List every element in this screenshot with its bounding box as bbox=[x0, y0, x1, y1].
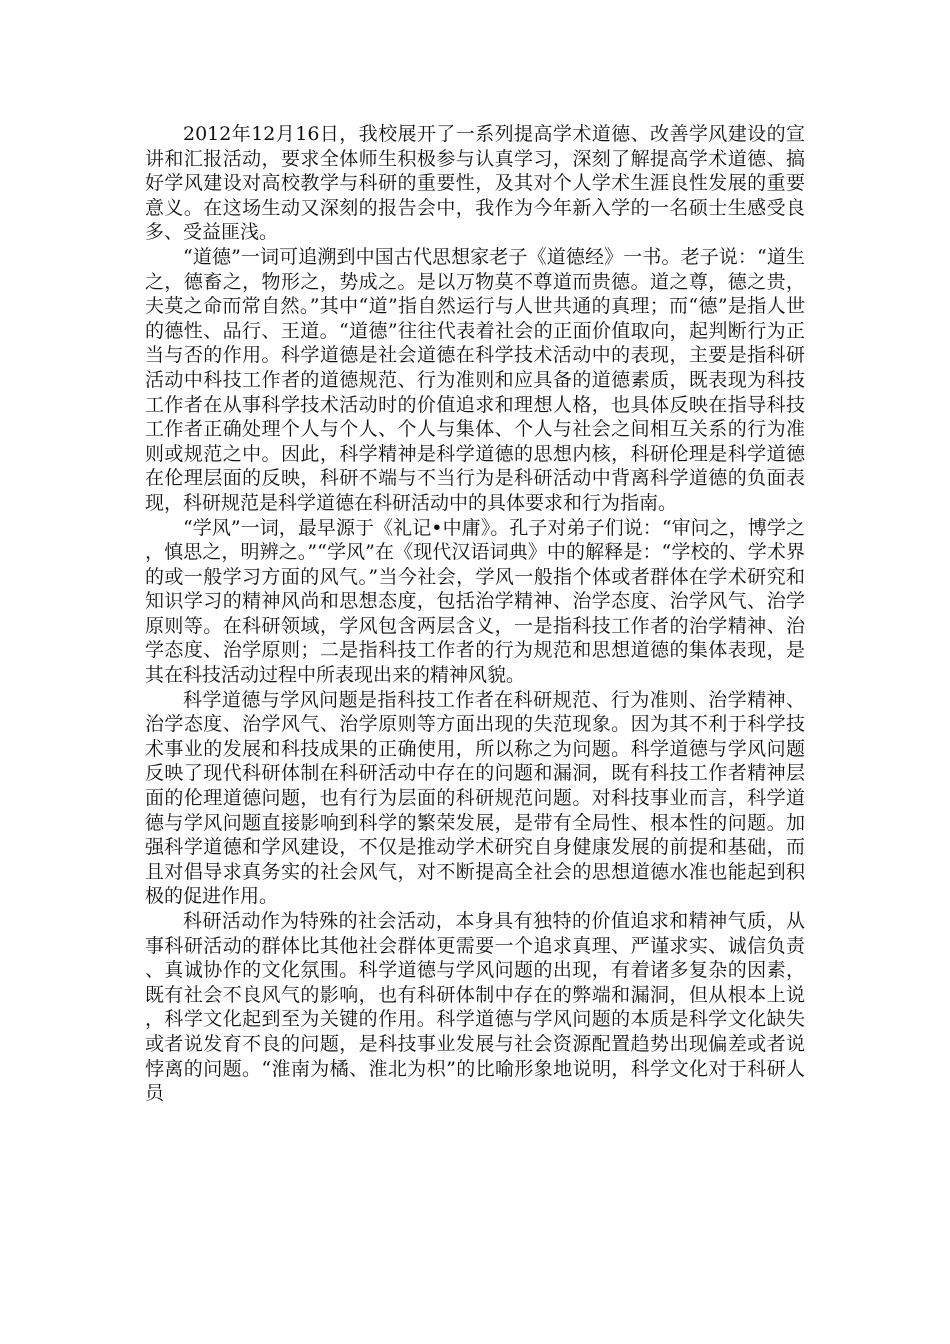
paragraph-5: 科研活动作为特殊的社会活动，本身具有独特的价值追求和精神气质，从事科研活动的群体比其他社会群体更需要一个追求真理、严谨求实、诚信负责、真诚协作的文化氛围。科学道德与学风问题的出现，有着诸多复杂的因素，既有社会不良风气的影响，也有科研体制中存在的弊端和漏洞，但从根本上说，科学文化起到至为关键的作用。科学道德与学风问题的本质是科学文化缺失或者说发育不良的问题，是科技事业发展与社会资源配置趋势出现偏差或者说悖离的问题。“淮南为橘、淮北为枳”的比喻形象地说明，科学文化对于科研人员 bbox=[145, 910, 805, 1105]
document-body bbox=[145, 122, 805, 1106]
paragraph-1: 2012年12月16日，我校展开了一系列提高学术道德、改善学风建设的宣讲和汇报活动，要求全体师生积极参与认真学习，深刻了解提高学术道德、搞好学风建设对高校教学与科研的重要性，及其对个人学术生涯良性发展的重要意义。在这场生动又深刻的报告会中，我作为今年新入学的一名硕士生感受良多、受益匪浅。 bbox=[145, 123, 805, 244]
paragraph-4: 科学道德与学风问题是指科技工作者在科研规范、行为准则、治学精神、治学态度、治学风气、治学原则等方面出现的失范现象。因为其不利于科学技术事业的发展和科技成果的正确使用，所以称之为问题。科学道德与学风问题反映了现代科研体制在科研活动中存在的问题和漏洞，既有科技工作者精神层面的伦理道德问题，也有行为层面的科研规范问题。对科技事业而言，科学道德与学风问题直接影响到科学的繁荣发展，是带有全局性、根本性的问题。加强科学道德和学风建设，不仅是推动学术研究自身健康发展的前提和基础，而且对倡导求真务实的社会风气，对不断提高全社会的思想道德水准也能起到积极的促进作用。 bbox=[145, 688, 805, 908]
paragraph-3: “学风”一词，最早源于《礼记•中庸》。孔子对弟子们说：“审问之，博学之，慎思之，明辨之。”“学风”在《现代汉语词典》中的解释是：“学校的、学术界的或一般学习方面的风气。”当今社会，学风一般指个体或者群体在学术研究和知识学习的精神风尚和思想态度，包括治学精神、治学态度、治学风气、治学原则等。在科研领域，学风包含两层含义，一是指科技工作者的治学精神、治学态度、治学原则；二是指科技工作者的行为规范和思想道德的集体表现，是其在科技活动过程中所表现出来的精神风貌。 bbox=[145, 516, 805, 687]
paragraph-2: “道德”一词可追溯到中国古代思想家老子《道德经》一书。老子说：“道生之，德畜之，物形之，势成之。是以万物莫不尊道而贵德。道之尊，德之贵，夫莫之命而常自然。”其中“道”指自然运行与人世共通的真理；而“德”是指人世的德性、品行、王道。“道德”往往代表着社会的正面价值取向，起判断行为正当与否的作用。科学道德是社会道德在科学技术活动中的表现，主要是指科研活动中科技工作者的道德规范、行为准则和应具备的道德素质，既表现为科技工作者在从事科学技术活动时的价值追求和理想人格，也具体反映在指导科技工作者正确处理个人与个人、个人与集体、个人与社会之间相互关系的行为准则或规范之中。因此，科学精神是科学道德的思想内核，科研伦理是科学道德在伦理层面的反映，科研不端与不当行为是科研活动中背离科学道德的负面表现，科研规范是科学道德在科研活动中的具体要求和行为指南。 bbox=[145, 245, 805, 514]
